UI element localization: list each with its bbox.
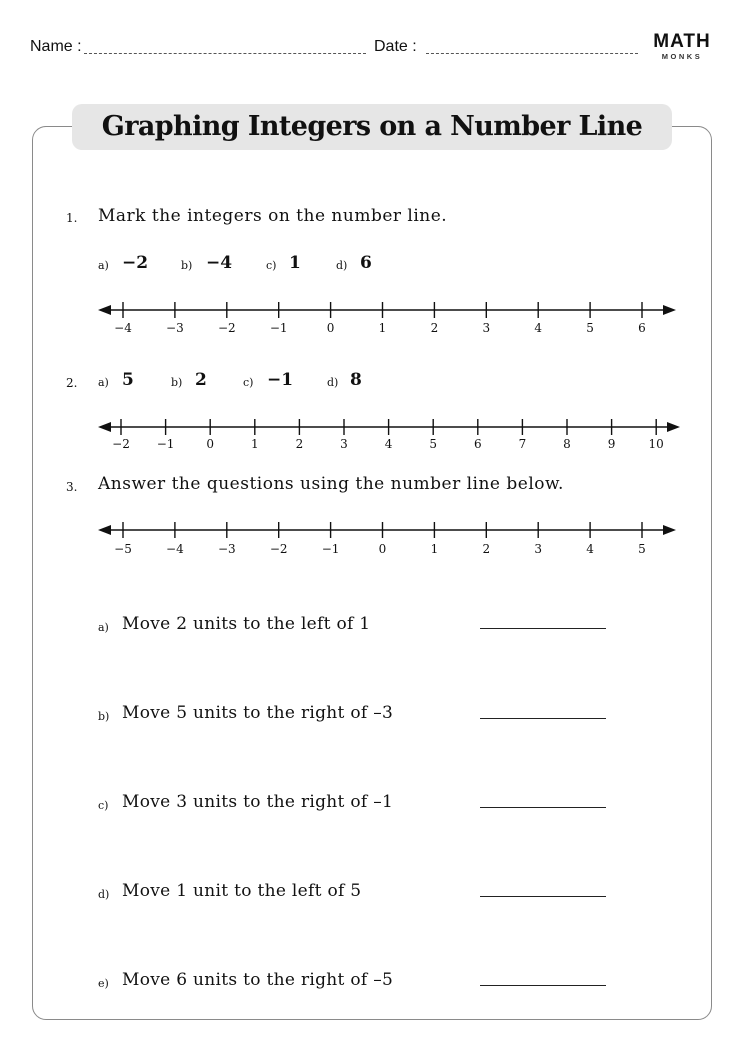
q1-item-a-letter: a) — [98, 259, 109, 272]
q3-prompt: Answer the questions using the number line below. — [98, 474, 564, 494]
q1-item-b-letter: b) — [181, 259, 193, 272]
q3-number-line-tick-label: −1 — [321, 542, 340, 556]
q1-number-line-tick-label: 2 — [430, 321, 439, 335]
q2-number-line-tick-label: 2 — [295, 437, 304, 451]
q3-number: 3. — [66, 480, 78, 494]
q2-number-line-tick-label: −2 — [112, 437, 130, 451]
q1-number-line-tick-label: −3 — [166, 321, 184, 335]
q3-part-a-letter: a) — [98, 621, 109, 634]
q1-item-b-value: −4 — [206, 253, 233, 273]
q1-number: 1. — [66, 211, 78, 225]
q2-item-d-value: 8 — [350, 370, 362, 390]
q1-item-d-value: 6 — [360, 253, 372, 273]
q3-number-line-tick-label: −5 — [114, 542, 132, 556]
q1-number-line-tick-label: 6 — [638, 321, 646, 335]
q1-item-c-value: 1 — [289, 253, 301, 273]
q3-number-line-tick-label: −2 — [269, 542, 288, 556]
q3-number-line-tick-label: 1 — [430, 542, 439, 556]
q2-item-d-letter: d) — [327, 376, 339, 389]
date-label: Date : — [374, 38, 417, 55]
q3-part-b-text: Move 5 units to the right of –3 — [122, 703, 394, 723]
q1-number-line-tick-label: −2 — [217, 321, 236, 335]
q1-number-line-tick-label: 5 — [586, 321, 594, 335]
q3-part-d-answer-line[interactable] — [480, 896, 606, 897]
q3-number-line-tick-label: 2 — [482, 542, 491, 556]
q3-part-a-text: Move 2 units to the left of 1 — [122, 614, 371, 634]
q2-number-line-tick-label: 4 — [384, 437, 393, 451]
q3-number-line-right-arrow — [663, 525, 676, 535]
q1-item-d-letter: d) — [336, 259, 348, 272]
q2-item-a-letter: a) — [98, 376, 109, 389]
q1-number-line-tick-label: 4 — [534, 321, 543, 335]
q3-part-b-letter: b) — [98, 710, 110, 723]
logo-main-text: MATH — [653, 31, 711, 52]
q2-number-line-tick-label: 3 — [340, 437, 348, 451]
q3-part-e-answer-line[interactable] — [480, 985, 606, 986]
q2-number-line-tick-label: 8 — [563, 437, 571, 451]
q3-part-d-letter: d) — [98, 888, 110, 901]
q2-number-line-tick-label: −1 — [156, 437, 175, 451]
q3-part-c-text: Move 3 units to the right of –1 — [122, 792, 394, 812]
q2-number-line-tick-label: 7 — [518, 437, 527, 451]
q3-number-line-tick-label: 3 — [534, 542, 543, 556]
q2-number-line-tick-label: 9 — [607, 437, 616, 451]
page-title: Graphing Integers on a Number Line — [72, 104, 672, 150]
q3-part-a-answer-line[interactable] — [480, 628, 606, 629]
q1-number-line-tick-label: 0 — [326, 321, 335, 335]
q2-number-line-tick-label: 10 — [648, 437, 664, 451]
q3-number-line-tick-label: −4 — [166, 542, 184, 556]
q2-number-line-tick-label: 1 — [250, 437, 259, 451]
q1-prompt: Mark the integers on the number line. — [98, 206, 448, 226]
q3-number-line-tick-label: 4 — [586, 542, 594, 556]
q3-number-line-left-arrow — [98, 525, 111, 535]
q2-number-line-tick-label: 5 — [429, 437, 438, 451]
q2-item-c-value: −1 — [267, 370, 294, 390]
q2-item-a-value: 5 — [122, 370, 134, 390]
q3-part-e-text: Move 6 units to the right of –5 — [122, 970, 394, 990]
q2-item-c-letter: c) — [243, 376, 254, 389]
q3-part-c-letter: c) — [98, 799, 109, 812]
q2-item-b-value: 2 — [195, 370, 207, 390]
q3-part-e-letter: e) — [98, 977, 109, 990]
q2-item-b-letter: b) — [171, 376, 183, 389]
q3-number-line-tick-label: 5 — [638, 542, 646, 556]
q1-number-line-tick-label: −4 — [114, 321, 132, 335]
q1-number-line-tick-label: −1 — [269, 321, 288, 335]
q3-part-b-answer-line[interactable] — [480, 718, 606, 719]
q2-number-line-tick-label: 6 — [473, 437, 482, 451]
q1-number-line-tick-label: 1 — [378, 321, 387, 335]
q3-part-c-answer-line[interactable] — [480, 807, 606, 808]
q1-number-line-tick-label: 3 — [482, 321, 491, 335]
q3-number-line-tick-label: −3 — [217, 542, 236, 556]
q2-number-line-tick-label: 0 — [206, 437, 215, 451]
q2-number: 2. — [66, 376, 78, 390]
q1-item-a-value: −2 — [122, 253, 149, 273]
q1-item-c-letter: c) — [266, 259, 277, 272]
logo-sub-text: MONKS — [661, 52, 703, 61]
name-label: Name : — [30, 38, 82, 55]
q3-part-d-text: Move 1 unit to the left of 5 — [122, 881, 362, 901]
q3-number-line-tick-label: 0 — [378, 542, 387, 556]
